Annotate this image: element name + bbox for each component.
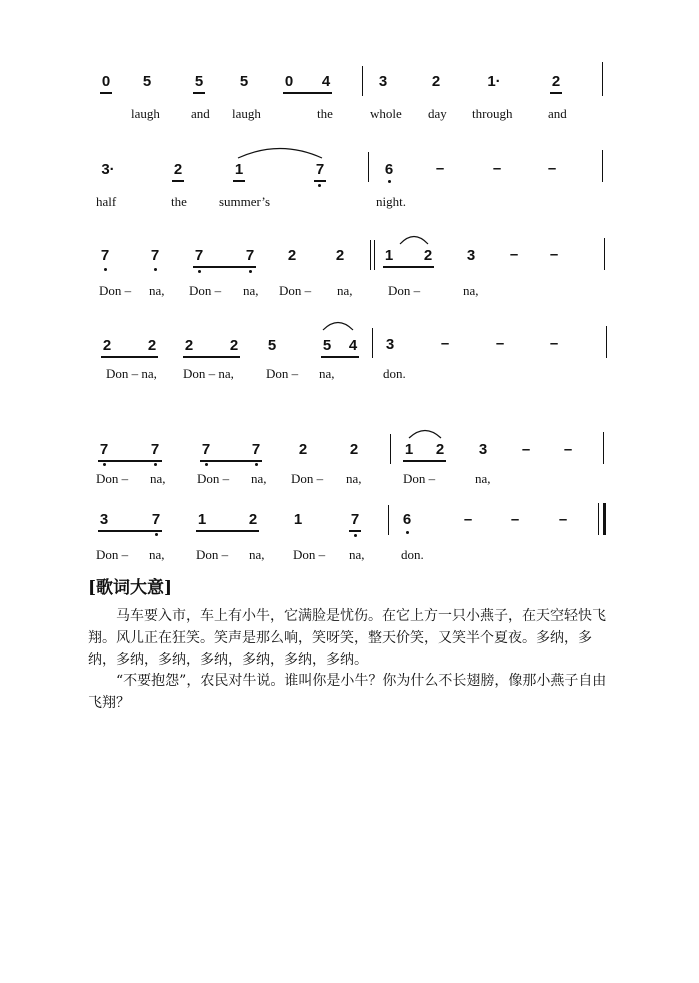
octave-dot <box>249 270 252 273</box>
underline <box>193 92 205 94</box>
octave-dot <box>388 180 391 183</box>
lyric: Don – <box>99 283 132 298</box>
note: – <box>549 335 559 352</box>
note: 3 <box>378 73 388 90</box>
note: 1 <box>384 247 394 264</box>
note: – <box>435 160 445 177</box>
note: – <box>521 441 531 458</box>
note: 6 <box>384 161 394 178</box>
note: 7 <box>194 247 204 264</box>
lyric: laugh <box>232 106 261 121</box>
underline <box>383 266 434 268</box>
note: 1 <box>234 161 244 178</box>
bar-line <box>602 150 603 182</box>
note: 7 <box>315 161 325 178</box>
octave-dot <box>104 268 107 271</box>
lyric: Don – na, <box>183 366 234 381</box>
note: – <box>440 335 450 352</box>
final-bar-line <box>603 503 606 535</box>
underline <box>98 530 162 532</box>
lyric: Don – <box>189 283 222 298</box>
note: 5 <box>322 337 332 354</box>
lyric: Don – <box>266 366 299 381</box>
note: 2 <box>431 73 441 90</box>
lyric: Don – <box>196 547 229 562</box>
note: 2 <box>102 337 112 354</box>
note: 2 <box>423 247 433 264</box>
note: 7 <box>201 441 211 458</box>
note: 2 <box>229 337 239 354</box>
bar-line <box>368 152 369 182</box>
note: – <box>563 441 573 458</box>
note: 3· <box>101 161 115 178</box>
note: 7 <box>151 511 161 528</box>
lyric: Don – <box>403 471 436 486</box>
note: 3 <box>478 441 488 458</box>
note: 0 <box>284 73 294 90</box>
lyric: through <box>472 106 513 121</box>
underline <box>100 92 112 94</box>
note: 3 <box>385 336 395 353</box>
note: 5 <box>267 337 277 354</box>
octave-dot <box>154 463 157 466</box>
note: 4 <box>321 73 331 90</box>
note: 2 <box>184 337 194 354</box>
bar-line <box>604 238 605 270</box>
bar-line <box>602 62 603 96</box>
note: – <box>549 246 559 263</box>
note: 7 <box>99 441 109 458</box>
lyric: na, <box>349 547 365 562</box>
note: 6 <box>402 511 412 528</box>
underline <box>98 460 162 462</box>
bar-line <box>603 432 604 464</box>
note: 1 <box>404 441 414 458</box>
lyric: na, <box>463 283 479 298</box>
lyric: Don – <box>279 283 312 298</box>
lyric: don. <box>401 547 424 562</box>
note: – <box>492 160 502 177</box>
lyric: laugh <box>131 106 160 121</box>
underline <box>403 460 446 462</box>
lyric: na, <box>337 283 353 298</box>
lyric: na, <box>475 471 491 486</box>
lyric: na, <box>149 283 165 298</box>
octave-dot <box>255 463 258 466</box>
note: 2 <box>349 441 359 458</box>
underline <box>196 530 259 532</box>
lyric: na, <box>149 547 165 562</box>
underline <box>200 460 262 462</box>
underline <box>314 180 326 182</box>
paragraph: 马车要入市，车上有小牛，它满脸是忧伤。在它上方一只小燕子，在天空轻快飞翔。风儿正在狂笑。笑声是那么响，笑呀笑，整天价笑，又笑半个夏夜。多纳，多纳，多纳，多纳，多纳，多纳，多纳，多纳。 <box>88 608 606 668</box>
lyric: Don – <box>96 547 129 562</box>
note: 1 <box>293 511 303 528</box>
lyric: and <box>548 106 567 121</box>
underline <box>283 92 332 94</box>
lyric: and <box>191 106 210 121</box>
octave-dot <box>406 531 409 534</box>
lyric: Don – <box>197 471 230 486</box>
slur <box>321 319 355 331</box>
bar-line <box>362 66 363 96</box>
underline <box>101 356 158 358</box>
lyric: Don – <box>291 471 324 486</box>
note: 2 <box>298 441 308 458</box>
bar-line <box>372 328 373 358</box>
lyric: the <box>171 194 187 209</box>
note: 2 <box>287 247 297 264</box>
bar-line <box>598 503 599 535</box>
bar-line <box>374 240 375 270</box>
note: 5 <box>239 73 249 90</box>
octave-dot <box>205 463 208 466</box>
note: 2 <box>173 161 183 178</box>
lyric: Don – <box>388 283 421 298</box>
underline <box>172 180 184 182</box>
note: 2 <box>248 511 258 528</box>
note: 7 <box>150 247 160 264</box>
note: 2 <box>435 441 445 458</box>
note: – <box>510 511 520 528</box>
note: 5 <box>142 73 152 90</box>
lyric: half <box>96 194 117 209</box>
paragraph: “不要抱怨”，农民对牛说。谁叫你是小牛？你为什么不长翅膀，像那小燕子自由飞翔？ <box>88 673 607 711</box>
note: 7 <box>150 441 160 458</box>
bar-line <box>388 505 389 535</box>
note: 5 <box>194 73 204 90</box>
lyric: summer’s <box>219 194 271 209</box>
note: – <box>509 246 519 263</box>
slur <box>236 145 324 159</box>
lyric: Don – <box>96 471 129 486</box>
note: 2 <box>147 337 157 354</box>
octave-dot <box>103 463 106 466</box>
octave-dot <box>354 534 357 537</box>
slur <box>407 427 443 439</box>
lyric: na, <box>150 471 166 486</box>
underline <box>233 180 245 182</box>
note: 7 <box>251 441 261 458</box>
note: – <box>495 335 505 352</box>
octave-dot <box>318 184 321 187</box>
octave-dot <box>154 268 157 271</box>
underline <box>183 356 240 358</box>
lyric: Don – na, <box>106 366 157 381</box>
octave-dot <box>155 533 158 536</box>
note: 1 <box>197 511 207 528</box>
lyric: whole <box>370 106 402 121</box>
note: 2 <box>551 73 561 90</box>
note: – <box>463 511 473 528</box>
bar-line <box>370 240 371 270</box>
note: 7 <box>245 247 255 264</box>
note: 2 <box>335 247 345 264</box>
note: 1· <box>487 73 501 90</box>
lyric: na, <box>319 366 335 381</box>
lyric: Don – <box>293 547 326 562</box>
lyric: na, <box>243 283 259 298</box>
underline <box>193 266 256 268</box>
note: 7 <box>350 511 360 528</box>
note: 3 <box>99 511 109 528</box>
lyric: na, <box>249 547 265 562</box>
note: 7 <box>100 247 110 264</box>
note: – <box>547 160 557 177</box>
lyric: don. <box>383 366 406 381</box>
lyric: na, <box>346 471 362 486</box>
note: 3 <box>466 247 476 264</box>
section-title: [歌词大意] <box>88 578 173 598</box>
octave-dot <box>198 270 201 273</box>
note: 0 <box>101 73 111 90</box>
underline <box>321 356 359 358</box>
lyric: night. <box>376 194 406 209</box>
bar-line <box>606 326 607 358</box>
note: – <box>558 511 568 528</box>
slur <box>398 233 430 245</box>
bar-line <box>390 434 391 464</box>
lyric: day <box>428 106 447 121</box>
lyric: the <box>317 106 333 121</box>
underline <box>550 92 562 94</box>
underline <box>349 530 361 532</box>
lyric: na, <box>251 471 267 486</box>
note: 4 <box>348 337 358 354</box>
